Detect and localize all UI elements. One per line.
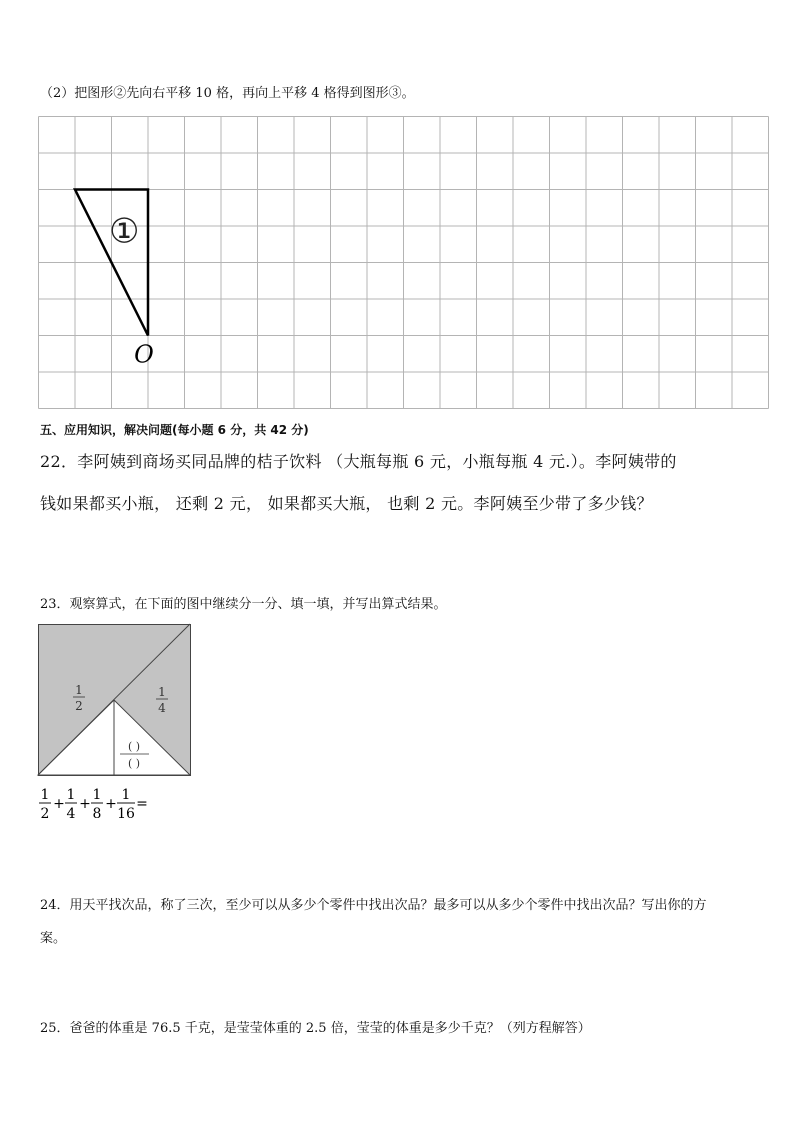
- question-2-text: （2）把图形②先向右平移 10 格，再向上平移 4 格得到图形③。: [40, 86, 415, 101]
- fraction-half-denominator: 2: [75, 699, 83, 713]
- term-1-denominator: 2: [40, 806, 50, 822]
- blank-denominator: ( ): [127, 757, 141, 770]
- point-o-label: O: [134, 340, 154, 369]
- fraction-quarter-denominator: 4: [158, 701, 166, 715]
- equals-sign: =: [136, 796, 148, 812]
- question-24-line-1: 24．用天平找次品，称了三次，至少可以从多少个零件中找出次品？最多可以从多少个零件中找出次品？写出你的方: [40, 898, 707, 913]
- question-22-line-1: 22．李阿姨到商场买同品牌的桔子饮料 （大瓶每瓶 6 元，小瓶每瓶 4 元.）。李阿姨带的: [40, 452, 677, 471]
- term-2-numerator: 1: [66, 787, 76, 803]
- section-heading: 五、应用知识，解决问题(每小题 6 分，共 42 分): [40, 423, 309, 437]
- term-1-numerator: 1: [40, 787, 50, 803]
- plus-sign-1: +: [53, 796, 65, 812]
- term-3-denominator: 8: [92, 806, 102, 822]
- term-4-numerator: 1: [121, 787, 131, 803]
- blank-numerator: ( ): [127, 740, 141, 753]
- term-4-denominator: 16: [117, 806, 135, 822]
- question-23-text: 23．观察算式，在下面的图中继续分一分、填一填，并写出算式结果。: [40, 597, 447, 612]
- plus-sign-3: +: [105, 796, 117, 812]
- term-2-denominator: 4: [66, 806, 76, 822]
- term-3-numerator: 1: [92, 787, 102, 803]
- fraction-expression: [38, 784, 158, 826]
- fraction-square-figure: [38, 624, 191, 776]
- question-24-line-2: 案。: [40, 931, 67, 946]
- plus-sign-2: +: [79, 796, 91, 812]
- shape-label-1: ①: [109, 211, 140, 252]
- question-22-line-2: 钱如果都买小瓶， 还剩 2 元， 如果都买大瓶， 也剩 2 元。李阿姨至少带了多少钱？: [40, 494, 653, 513]
- fraction-half-numerator: 1: [75, 683, 83, 697]
- grid-figure: [38, 116, 769, 409]
- question-25-text: 25．爸爸的体重是 76.5 千克，是莹莹体重的 2.5 倍，莹莹的体重是多少千克？（列方程解答）: [40, 1021, 591, 1036]
- fraction-quarter-numerator: 1: [158, 685, 166, 699]
